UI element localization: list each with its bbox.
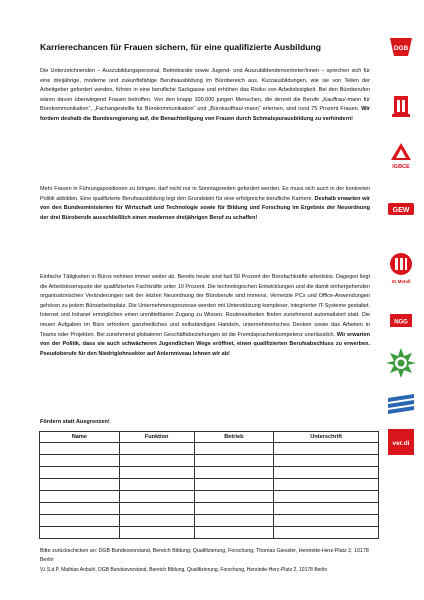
betrieb-cell[interactable] — [194, 443, 274, 455]
dgb-logo-graphic — [384, 34, 418, 64]
return-address: Bitte zurückschicken an: DGB Bundesvorstand, Bereich Bildung, Qualifizierung, Forschung, Thomas Giessler, Henriette-Herz-Platz 2, 10178 Berlin — [40, 548, 369, 563]
funktion-cell[interactable] — [119, 503, 194, 515]
evg-logo — [384, 390, 418, 420]
signature-row — [40, 527, 379, 539]
column-header-funktion: Funktion — [119, 432, 194, 443]
ig-metall-logo-text: IG Metall — [391, 279, 411, 284]
betrieb-cell[interactable] — [194, 491, 274, 503]
paragraph-2-text: Mehr Frauen in Führungspositionen zu bringen, darf nicht nur in Sonntagsreden gefordert werden. Es muss sich auch in der konkreten Politik abbilden. Eine qualifizierte Berufsausbildung legt den Grundstein für eine erfolgreiche berufliche Karriere. — [40, 186, 370, 202]
unterschrift-cell[interactable] — [274, 527, 379, 539]
paragraph-3-demand: Wir erwarten von der Politik, dass sie auch schwächeren Jugendlichen Wege eröffnet, einen qualifizierten Berufsabschluss zu erwerben. Pseudoberufe für den Niedriglohnsektor auf Anlernniveau lehnen wir ab! — [40, 331, 370, 357]
name-cell[interactable] — [40, 491, 120, 503]
unterschrift-cell[interactable] — [274, 467, 379, 479]
name-cell[interactable] — [40, 455, 120, 467]
paragraph-3-text: Einfache Tätigkeiten in Büros nehmen immer weiter ab. Bereits heute sind fast 50 Prozent der Bürofachkräfte arbeitslos. Dagegen liegt die Arbeitslosenquote der qualifizierten Fachkräfte unter 10 Prozent. Die technologischen Entwicklungen und die damit einhergehenden organisatorischen Veränderungen seit der letzten Neuordnung der Büroberufe sind immens. Vernetzte PCs und Office-Anwendungen gehören zu jedem Büroarbeitsplatz. Die Unternehmensprozesse werden mit Unterstützung komplexer, integrierter IT-Systeme gestaltet. Internet und Intranet ermöglichen einen unmittelbaren Zugang zu Wissen. Routinearbeiten finden zunehmend automatisiert statt. Die neuen Aufgaben im Büro erfordern ganzheitliches und selbständiges Handeln, unternehmerisches Denken sowie das Arbeiten in Teams oder Projekten. Bei zunehmend globaleren Geschäftsbeziehungen ist die Fremdsprachenkompetenz unerlässlich. — [40, 274, 370, 338]
unterschrift-cell[interactable] — [274, 515, 379, 527]
funktion-cell[interactable] — [119, 479, 194, 491]
signature-table-header-row — [40, 432, 379, 443]
betrieb-cell[interactable] — [194, 503, 274, 515]
ngg-logo-graphic — [384, 308, 418, 334]
betrieb-cell[interactable] — [194, 479, 274, 491]
verdi-logo — [384, 426, 418, 458]
verdi-logo-text: ver.di — [392, 440, 410, 447]
signature-table-body — [40, 443, 379, 539]
signature-row — [40, 455, 379, 467]
legal-notice: V.i.S.d.P. Mathias Anbuhl, DGB Bundesvorstand, Bereich Bildung, Qualifizierung, Forschung, Henriette-Herz-Platz 2, 10178 Berlin — [40, 567, 328, 573]
igbau-logo — [384, 92, 418, 122]
betrieb-cell[interactable] — [194, 455, 274, 467]
dgb-logo-text: DGB — [393, 45, 409, 52]
paragraph-1-demand: Wir fordern deshalb die Bundesregierung auf, die Benachteiligung von Frauen durch Schmalspurausbildung zu verhindern! — [40, 106, 370, 122]
signature-heading: Fördern statt Ausgrenzen! — [40, 419, 110, 425]
signature-row — [40, 491, 379, 503]
evg-logo-graphic — [384, 390, 418, 420]
funktion-cell[interactable] — [119, 491, 194, 503]
igbce-logo-graphic — [384, 140, 418, 172]
funktion-cell[interactable] — [119, 527, 194, 539]
unterschrift-cell[interactable] — [274, 443, 379, 455]
funktion-cell[interactable] — [119, 467, 194, 479]
paragraph-1 — [40, 67, 370, 125]
name-cell[interactable] — [40, 479, 120, 491]
page-title: Karrierechancen für Frauen sichern, für eine qualifizierte Ausbildung — [40, 42, 321, 52]
name-cell[interactable] — [40, 443, 120, 455]
betrieb-cell[interactable] — [194, 467, 274, 479]
paragraph-2-demand: Deshalb erwarten wir von den Bundesministerien für Wirtschaft und Technologie sowie für Bildung und Forschung im Ergebnis der Neuordnung der drei Büroberufe ausschließlich einen modernen dreijährigen Beruf zu schaffen! — [40, 195, 371, 221]
paragraph-1-text: Die Unterzeichnenden – Auszubildungspersonal, Betriebsräte sowie Jugend- und Auszubildendenvertreter/innen – sprechen sich für eine dreijährige, moderne und zukunftsfähige Berufsausbildung im Bürobereich aus. Kurzausbildungen, wie sie von Teilen der Arbeitgeber gefordert werden, führen in eine berufliche Sackgasse und erhöhen das Risiko von Arbeitslosigkeit. Bei den Büroberufen wären davon überwiegend Frauen betroffen. Von den knapp 100.000 jungen Menschen, die derzeit die Berufe „Kauffrau/-mann für Bürokommunikation“, „Fachangestellte für Bürokommunikation“ und „Bürokauffrau/-mann“ erlernen, sind rund 75 Prozent Frauen. — [40, 68, 370, 113]
funktion-cell[interactable] — [119, 455, 194, 467]
signature-row — [40, 503, 379, 515]
ngg-logo-text: NGG — [394, 319, 408, 326]
ig-metall-logo — [384, 250, 418, 286]
column-header-betrieb: Betrieb — [194, 432, 274, 443]
union-logos-column — [384, 30, 418, 460]
ngg-logo — [384, 308, 418, 334]
verdi-logo-graphic — [384, 426, 418, 458]
igbce-logo-text: IGBCE — [392, 164, 410, 170]
gdp-logo — [384, 346, 418, 380]
unterschrift-cell[interactable] — [274, 503, 379, 515]
column-header-name: Name — [40, 432, 120, 443]
name-cell[interactable] — [40, 503, 120, 515]
gew-logo — [384, 196, 418, 224]
paragraph-3 — [40, 273, 370, 359]
gew-logo-text: GEW — [392, 207, 410, 214]
column-header-unterschrift: Unterschrift — [274, 432, 379, 443]
ig-metall-logo-graphic — [384, 250, 418, 286]
unterschrift-cell[interactable] — [274, 491, 379, 503]
igbau-logo-graphic — [384, 92, 418, 122]
betrieb-cell[interactable] — [194, 527, 274, 539]
unterschrift-cell[interactable] — [274, 479, 379, 491]
name-cell[interactable] — [40, 467, 120, 479]
gdp-logo-graphic — [384, 346, 418, 380]
gew-logo-graphic — [384, 196, 418, 224]
dgb-logo — [384, 34, 418, 64]
signature-table — [39, 431, 379, 539]
funktion-cell[interactable] — [119, 515, 194, 527]
name-cell[interactable] — [40, 515, 120, 527]
signature-row — [40, 467, 379, 479]
name-cell[interactable] — [40, 527, 120, 539]
funktion-cell[interactable] — [119, 443, 194, 455]
igbce-logo — [384, 140, 418, 172]
paragraph-2 — [40, 185, 370, 223]
signature-row — [40, 515, 379, 527]
signature-row — [40, 443, 379, 455]
signature-row — [40, 479, 379, 491]
betrieb-cell[interactable] — [194, 515, 274, 527]
unterschrift-cell[interactable] — [274, 455, 379, 467]
